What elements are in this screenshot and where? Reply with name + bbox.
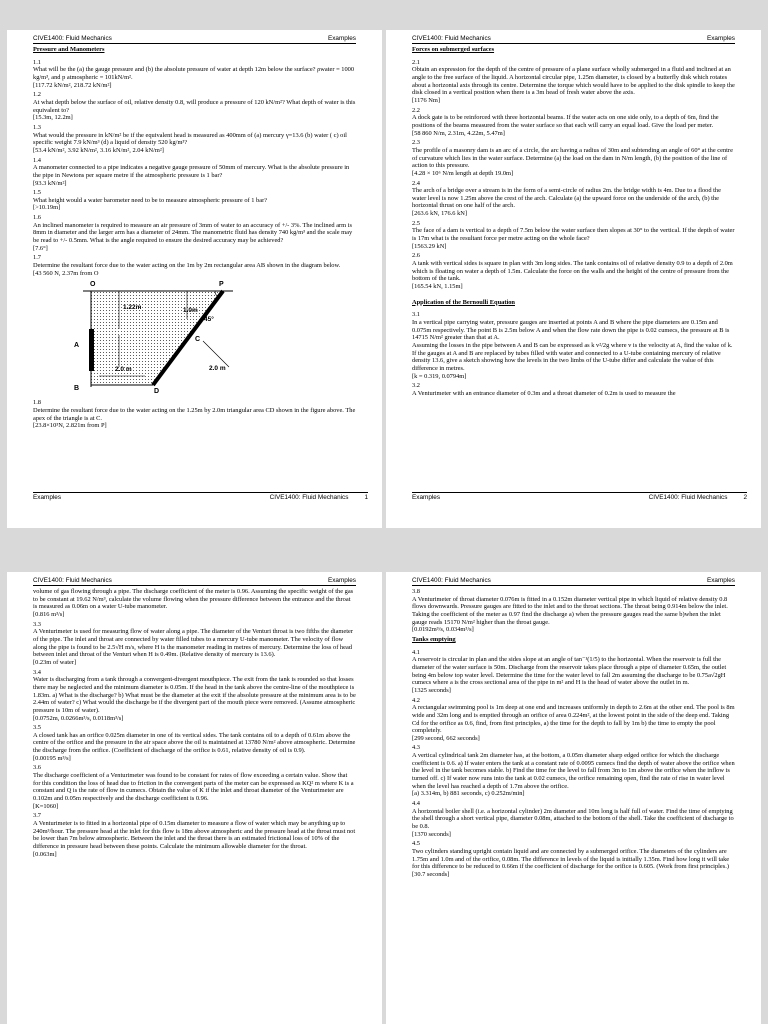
question-block	[412, 800, 735, 838]
question-text: A vertical cylindrical tank 2m diameter has, at the bottom, a 0.05m diameter sharp edged orifice for which the discharge coefficient is 0.6. a) If water enters the tank at a constant rate of 0.0095 cumecs find the depth of water above the orifice when the level in the tank becomes stable. b) Find the time for the level to fall from 3m to 1m above the orifice when the inflow is turned off. c) If water now runs into the tank at 0.02 cumecs, the orifice remaining open, find the rate of rise in water level when the level has reached a depth of 1.7m above the orifice.	[412, 752, 735, 790]
question-number: 1.8	[33, 399, 41, 407]
question-block	[412, 180, 735, 218]
question-number: 2.1	[412, 58, 420, 66]
question-text: The discharge coefficient of a Venturimeter was found to be constant for rates of flow exceeding a certain value. Show that for this condition the loss of head due to friction in the convergent parts of the meter can be expressed as KQ² m where K is a constant and Q is the rate of flow in cumecs. Obtain the value of K if the inlet and throat diameter of the Venturimeter are 0.102m and 0.05m respectively and the discharge coefficient is 0.96.	[33, 772, 354, 803]
question-block	[33, 669, 356, 723]
footer-course: CIVE1400: Fluid Mechanics	[269, 494, 349, 501]
question-number: 3.4	[33, 668, 41, 676]
water-region	[91, 291, 223, 385]
page-3	[7, 572, 382, 1024]
header-course: CIVE1400: Fluid Mechanics	[412, 35, 491, 42]
question-list	[412, 59, 735, 291]
section-title: Pressure and Manometers	[33, 46, 105, 53]
page-number: 1	[364, 494, 368, 501]
question-answer: [30.7 seconds]	[412, 870, 450, 878]
page-header	[412, 578, 735, 586]
question-text: Determine the resultant force due to the water acting on the 1m by 2m rectangular area AB shown in the diagram below.	[33, 262, 341, 270]
question-block	[33, 59, 356, 90]
question-number: 1.6	[33, 214, 41, 222]
question-answer: [0.23m of water]	[33, 658, 77, 666]
point-o: O	[90, 281, 96, 289]
question-text: A horizontal boiler shell (i.e. a horizontal cylinder) 2m diameter and 10m long is half full of water. Find the time of emptying the shell through a short vertical pipe, diameter 0.08m, attached to the bottom of the shell. Take the coefficient of discharge to be 0.8.	[412, 807, 734, 831]
page-2	[386, 30, 761, 528]
question-text: A tank with vertical sides is square in plan with 3m long sides. The tank contains oil of relative density 0.9 to a depth of 2.0m which is floating on water a depth of 1.5m. Calculate the force on the walls and the height of the centre of pressure from the bottom of the tank.	[412, 260, 733, 283]
question-block	[412, 649, 735, 695]
question-text: The profile of a masonry dam is an arc of a circle, the arc having a radius of 30m and subtending an angle of 60° at the centre of curvature which lies in the water surface. Determine (a) the load on the dam in N/m length, (b) the position of the line of action to this pressure.	[412, 146, 733, 170]
question-block	[412, 220, 735, 251]
question-text: Two cylinders standing upright contain liquid and are connected by a submerged orifice. The diameters of the cylinders are 1.75m and 1.0m and of the orifice, 0.08m. The difference in levels of the liquid is initially 1.35m. Find how long it will take for this difference to be reduced to 0.66m if the coefficient of discharge for the orifice is 0.605. (Work from first principles.)	[412, 848, 730, 871]
question-3-2	[412, 382, 735, 397]
question-number: 1.1	[33, 58, 41, 66]
question-answer: [93.3 kN/m²]	[33, 179, 67, 187]
question-number: 2.6	[412, 252, 420, 260]
question-block	[33, 254, 356, 277]
question-number: 3.3	[33, 620, 41, 628]
question-text: A reservoir is circular in plan and the sides slope at an angle of tan⁻¹(1/5) to the horizontal. When the reservoir is full the diameter of the water surface is 50m. Discharge from the reservoir takes place through a pipe of diameter 0.65m, the outlet being 4m below top water level. Determine the time for the water level to fall 2m assuming the discharge to be 0.75a√2gH cumecs where a is the cross sectional area of the pipe in m² and H is the head of water above the outlet in m.	[412, 656, 727, 687]
question-text: Determine the resultant force due to the water acting on the 1.25m by 2.0m triangular area CD shown in the figure above. The apex of the triangle is at C.	[33, 407, 356, 422]
question-number: 3.2	[412, 382, 420, 390]
question-block	[33, 621, 356, 667]
question-text: A dock gate is to be reinforced with three horizontal beams. If the water acts on one side only, to a depth of 6m, find the positions of the beams measured from the water surface so that each will carry an equal load. Give the load per meter.	[412, 114, 719, 129]
question-number: 1.7	[33, 254, 41, 262]
question-block	[33, 124, 356, 155]
question-answer: [23.8×10³N, 2.821m from P]	[33, 422, 107, 430]
page-header	[33, 578, 356, 586]
page-header	[412, 36, 735, 44]
question-block	[33, 91, 356, 122]
point-a: A	[74, 342, 80, 350]
question-number: 1.2	[33, 91, 41, 99]
plate-ab	[89, 329, 94, 371]
question-text: A rectangular swimming pool is 1m deep at one end and increases uniformly in depth to 2.6m at the other end. The pool is 8m wide and 32m long and is emptied through an orifice of area 0.224m², at the lowest point in the side of the deep end. Taking Cd for the orifice as 0.6, find, from first principles, a) the time for the depth to fall by 1m b) the time to empty the pool completely.	[412, 704, 735, 735]
question-number: 1.3	[33, 123, 41, 131]
question-number: 1.5	[33, 189, 41, 197]
question-number: 3.8	[412, 588, 420, 595]
question-text: In a vertical pipe carrying water, pressure gauges are inserted at points A and B where the pipe diameters are 0.15m and 0.075m respectively. The point B is 2.5m below A and when the flow rate down the pipe is 0.02 cumecs, the pressure at B is 14715 N/m² greater than that at A.	[412, 319, 730, 342]
footer-examples: Examples	[412, 494, 441, 501]
question-text: A closed tank has an orifice 0.025m diameter in one of its vertical sides. The tank contains oil to a depth of 0.61m above the centre of the orifice and the pressure in the air space above the oil is maintained at 13780 N/m² above atmospheric. Determine the discharge from the orifice. (Coefficient of discharge of the orifice is 0.61, relative density of oil is 0.9).	[33, 731, 356, 755]
question-answer: [15.3m, 12.2m]	[33, 114, 73, 122]
question-answer: [117.72 kN/m², 218.72 kN/m²]	[33, 81, 112, 89]
question-list	[412, 649, 735, 879]
question-answer: [299 second, 662 seconds]	[412, 734, 480, 742]
question-text: A Venturimeter of throat diameter 0.076m is fitted in a 0.152m diameter vertical pipe in which liquid of relative density 0.8 flows downwards. Pressure gauges are fitted to the inlet and to the throat sections. The throat being 0.914m below the inlet. Taking the coefficient of the meter as 0.97 find the discharge a) when the pressure gauges read the same b)when the inlet gauge reads 15170 N/m² higher than the throat gauge.	[412, 595, 728, 626]
question-answer: [4.28 × 10⁶ N/m length at depth 19.0m]	[412, 169, 514, 177]
question-block	[412, 252, 735, 290]
question-3-8	[412, 588, 735, 634]
question-answer: [0.00195 m³/s]	[33, 754, 71, 762]
question-text: What height would a water barometer need to be to measure atmospheric pressure of 1 bar?	[33, 196, 268, 204]
question-answer: [k = 0.319, 0.0794m]	[412, 372, 467, 380]
question-text: An inclined manometer is required to measure an air pressure of 3mm of water to an accuracy of +/- 3%. The inclined arm is 8mm in diameter and the larger arm has a diameter of 24mm. The manometric fluid has density 740 kg/m³ and the scale may be read to +/- 0.5mm. What is the angle required to ensure the desired accuracy may be achieved?	[33, 221, 353, 245]
question-text: The arch of a bridge over a stream is in the form of a semi-circle of radius 2m. the bridge width is 4m. Due to a flood the water level is now 1.25m above the crest of the arch. Calculate (a) the upward force on the underside of the arch, (b) the horizontal thrust on one half of the arch.	[412, 187, 721, 210]
point-p: P	[219, 281, 224, 289]
question-number: 1.4	[33, 156, 41, 164]
header-course: CIVE1400: Fluid Mechanics	[412, 577, 491, 584]
question-block	[412, 840, 735, 878]
page-content	[33, 588, 356, 860]
page-4	[386, 572, 761, 1024]
question-block	[33, 724, 356, 762]
question-number: 4.2	[412, 696, 420, 704]
question-answer: [7.6°]	[33, 244, 48, 252]
question-answer: [>10.19m]	[33, 204, 61, 212]
question-number: 4.5	[412, 840, 420, 848]
question-answer: [53.4 kN/m², 3.92 kN/m², 3.16 kN/m², 2.04 kN/m²]	[33, 146, 164, 154]
page-content	[412, 46, 735, 400]
question-answer: [165.54 kN, 1.15m]	[412, 283, 463, 291]
pressure-figure	[33, 279, 356, 395]
question-block	[33, 189, 356, 212]
question-text: Water is discharging from a tank through a convergent-divergent mouthpiece. The exit from the tank is rounded so that losses there may be neglected and the minimum diameter is 0.05m. If the head in the tank above the centre-line of the mouthpiece is 1.83m. a) What is the discharge? b) What must be the diameter at the exit if the absolute pressure at the minimum area is to be 2.44m of water? c) What would the discharge be if the divergent part of the mouth piece were removed. (Assume atmospheric pressure is 10m of water).	[33, 676, 356, 714]
question-answer: [a) 3.314m, b) 881 seconds, c) 0.252m/min]	[412, 790, 525, 798]
dim-label-1: 1.22m	[123, 304, 142, 312]
question-text: The face of a dam is vertical to a depth of 7.5m below the water surface then slopes at 30° to the vertical. If the depth of water is 17m what is the resultant force per metre acting on the whole face?	[412, 227, 735, 243]
page-number: 2	[743, 494, 747, 501]
section-title: Application of the Bernoulli Equation	[412, 298, 515, 306]
question-block	[33, 214, 356, 252]
page-footer	[412, 492, 747, 501]
question-number: 3.5	[33, 724, 41, 732]
question-answer: [K=1060]	[33, 802, 59, 810]
question-text: A Venturimeter is to fitted in a horizontal pipe of 0.15m diameter to measure a flow of water which may be anything up to 240m³/hour. The pressure head at the inlet for this flow is 18m above atmospheric and the pressure head at the throat must not be lower than 7m below atmospheric. Between the inlet and the throat there is an estimated frictional loss of 10% of the difference in pressure head between these points. Calculate the minimum allowable diameter for the throat.	[33, 820, 356, 850]
dim-label-2: 1.0m	[183, 307, 198, 315]
question-text: Obtain an expression for the depth of the centre of pressure of a plane surface wholly submerged in a fluid and inclined at an angle to the free surface of the liquid. A horizontal circular pipe, 1.25m diameter, is closed by a butterfly disk which rotates about a horizontal axis through its centre. Determine the torque which would have to be applied to the disk spindle to keep the disk closed in a vertical position when there is a 3m head of fresh water above the axis.	[412, 66, 735, 97]
page-1	[7, 30, 382, 528]
page-header	[33, 36, 356, 44]
question-number: 3.6	[33, 764, 41, 772]
page-footer	[33, 492, 368, 501]
page-content	[412, 588, 735, 881]
question-number: 4.1	[412, 648, 420, 656]
question-list	[33, 59, 356, 278]
section-title: Tanks emptying	[412, 635, 456, 643]
point-c: C	[195, 336, 201, 344]
question-answer: [43 560 N, 2.37m from O	[33, 269, 99, 277]
question-text: What would the pressure in kN/m² be if the equivalent head is measured as 400mm of (a) mercury γ=13.6 (b) water ( c) oil specific weight 7.9 kN/m³ (d) a liquid of density 520 kg/m³?	[33, 131, 347, 147]
question-block	[33, 764, 356, 810]
question-answer: [58 860 N/m, 2.31m, 4.22m, 5.47m]	[412, 129, 505, 137]
header-examples: Examples	[706, 577, 735, 584]
question-number: 4.4	[412, 800, 420, 808]
question-block	[412, 697, 735, 743]
question-text: If the gauges at A and B are replaced by tubes filled with water and connected to a U-tube containing mercury of relative density 13.6, give a sketch showing how the levels in the two limbs of the U-tube differ and calculate the value of this difference in metres.	[412, 349, 721, 372]
header-course: CIVE1400: Fluid Mechanics	[33, 35, 112, 42]
question-block	[412, 139, 735, 177]
question-answer: [0.816 m³/s]	[33, 610, 65, 618]
header-examples: Examples	[327, 577, 356, 584]
question-text: A Venturimeter is used for measuring flow of water along a pipe. The diameter of the Venturi throat is two fifths the diameter of the pipe. The inlet and throat are connected by water filled tubes to a mercury U-tube manometer. The velocity of flow along the pipe is found to be 2.5√H m/s, where H is the manometer reading in metres of mercury. Determine the loss of head between inlet and throat of the Venturi when H is 0.49m. (Relative density of mercury is 13.6).	[33, 628, 353, 659]
question-text: What will be the (a) the gauge pressure and (b) the absolute pressure of water at depth 12m below the surface? ρwater = 1000 kg/m³, and p atmospheric = 101kN/m².	[33, 66, 355, 81]
question-number: 3.1	[412, 311, 420, 319]
question-answer: [1370 seconds]	[412, 830, 451, 838]
question-answer: [1325 seconds]	[412, 686, 451, 694]
section-title: Forces on submerged surfaces	[412, 46, 495, 53]
dim-line	[203, 341, 229, 367]
question-block	[412, 744, 735, 798]
dim-label-4: 2.0 m	[209, 365, 226, 373]
question-answer: [263.6 kN, 176.6 kN]	[412, 210, 468, 218]
question-block	[412, 107, 735, 138]
point-d: D	[154, 388, 160, 396]
header-examples: Examples	[327, 35, 356, 42]
footer-course: CIVE1400: Fluid Mechanics	[648, 494, 728, 501]
question-answer: [1563.29 kN]	[412, 242, 447, 250]
question-block	[412, 59, 735, 105]
question-answer: [1176 Nm]	[412, 96, 440, 104]
question-text: A Venturimeter with an entrance diameter of 0.3m and a throat diameter of 0.2m is used to measure the	[412, 389, 676, 397]
question-block	[33, 812, 356, 858]
dim-label-3: 2.0 m	[115, 366, 132, 374]
point-b: B	[74, 385, 80, 393]
footer-examples: Examples	[33, 494, 62, 501]
question-number: 2.4	[412, 179, 420, 187]
question-answer: [0.0752m, 0.0266m³/s, 0.0118m³/s]	[33, 714, 124, 722]
figure-svg	[33, 279, 247, 395]
question-answer: [0.063m]	[33, 850, 57, 858]
header-course: CIVE1400: Fluid Mechanics	[33, 577, 112, 584]
page-content	[33, 46, 356, 432]
question-1-8	[33, 399, 356, 430]
question-block	[33, 588, 356, 619]
question-answer: [0.0192m³/s, 0.034m³/s]	[412, 626, 474, 634]
question-number: 2.2	[412, 106, 420, 114]
question-number: 4.3	[412, 744, 420, 752]
question-block	[33, 157, 356, 188]
question-text: A manometer connected to a pipe indicates a negative gauge pressure of 50mm of mercury. What is the absolute pressure in the pipe in Newtons per square metre if the atmospheric pressure is 1 bar?	[33, 164, 350, 179]
question-number: 2.5	[412, 219, 420, 227]
question-text: At what depth below the surface of oil, relative density 0.8, will produce a pressure of 120 kN/m²? What depth of water is this equivalent to?	[33, 98, 356, 114]
question-3-1	[412, 311, 735, 380]
question-number: 3.7	[33, 812, 41, 820]
angle-label: 45°	[204, 316, 214, 324]
question-list	[33, 588, 356, 858]
header-examples: Examples	[706, 35, 735, 42]
question-number: 2.3	[412, 139, 420, 147]
question-text: volume of gas flowing through a pipe. The discharge coefficient of the meter is 0.96. Assuming the specific weight of the gas to be constant at 19.62 N/m³, calculate the volume flowing when the pressure difference between the entrance and the throat is measured as 0.06m on a water U-tube manometer.	[33, 588, 354, 611]
question-assumption: Assuming the losses in the pipe between A and B can be expressed as k v²/2g where v is the velocity at A, find the value of k.	[412, 341, 733, 349]
